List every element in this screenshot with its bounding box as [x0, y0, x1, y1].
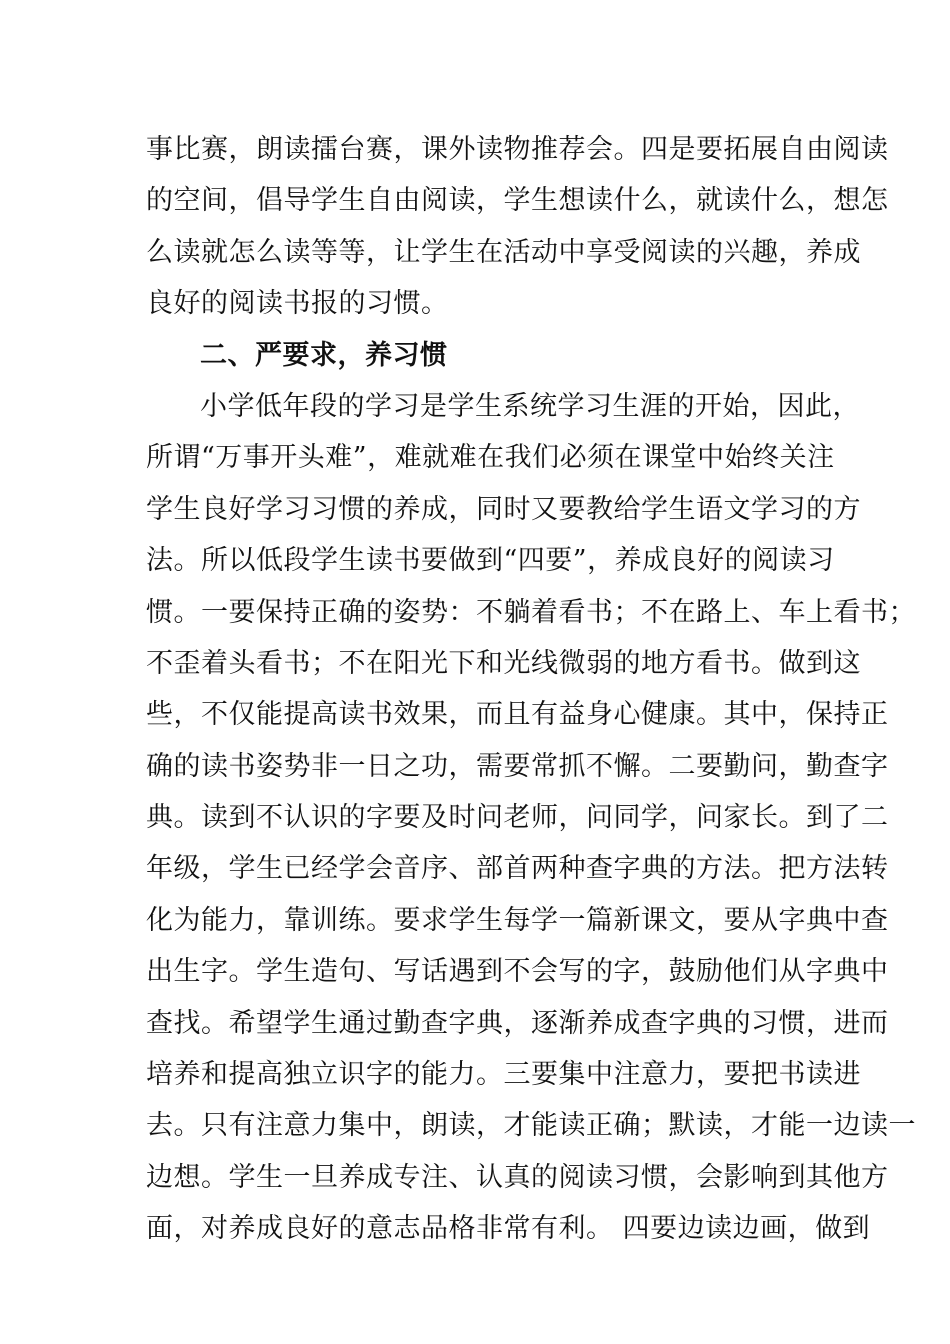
- paragraph-1-line-2: 的空间，倡导学生自由阅读，学生想读什么，就读什么，想怎: [146, 185, 889, 217]
- paragraph-2-line-16: 边想。学生一旦养成专注、认真的阅读习惯，会影响到其他方: [146, 1161, 889, 1193]
- paragraph-2-line-13: 查找。希望学生通过勤查字典，逐渐养成查字典的习惯，进而: [146, 1007, 889, 1039]
- paragraph-2-line-4: 法。所以低段学生读书要做到“四要”，养成良好的阅读习: [146, 545, 835, 577]
- paragraph-2-line-9: 典。读到不认识的字要及时问老师，问同学，问家长。到了二: [146, 802, 889, 834]
- paragraph-2-line-14: 培养和提高独立识字的能力。三要集中注意力，要把书读进: [146, 1059, 861, 1091]
- paragraph-2-line-15: 去。只有注意力集中，朗读，才能读正确；默读，才能一边读一: [146, 1110, 916, 1142]
- paragraph-2-line-7: 些，不仅能提高读书效果，而且有益身心健康。其中，保持正: [146, 699, 889, 731]
- paragraph-2-line-3: 学生良好学习习惯的养成，同时又要教给学生语文学习的方: [146, 493, 861, 525]
- paragraph-2-line-8: 确的读书姿势非一日之功，需要常抓不懈。二要勤问，勤查字: [146, 750, 889, 782]
- paragraph-2-line-1: 小学低年段的学习是学生系统学习生涯的开始，因此，: [200, 390, 860, 422]
- paragraph-1-line-3: 么读就怎么读等等，让学生在活动中享受阅读的兴趣，养成: [146, 236, 861, 268]
- section-heading: 二、严要求，养习惯: [200, 339, 448, 371]
- paragraph-2-line-6: 不歪着头看书；不在阳光下和光线微弱的地方看书。做到这: [146, 647, 861, 679]
- document-body: [146, 124, 916, 1255]
- paragraph-1-line-4: 良好的阅读书报的习惯。: [146, 288, 449, 320]
- paragraph-2-line-17: 面，对养成良好的意志品格非常有利。 四要边读边画，做到: [146, 1213, 871, 1245]
- paragraph-2-line-11: 化为能力，靠训练。要求学生每学一篇新课文，要从字典中查: [146, 904, 889, 936]
- paragraph-1-line-1: 事比赛，朗读擂台赛，课外读物推荐会。四是要拓展自由阅读: [146, 134, 889, 165]
- paragraph-2-line-12: 出生字。学生造句、写话遇到不会写的字，鼓励他们从字典中: [146, 956, 889, 988]
- paragraph-2-line-5: 惯。一要保持正确的姿势：不躺着看书；不在路上、车上看书；: [146, 596, 916, 628]
- paragraph-2-line-2: 所谓“万事开头难”，难就难在我们必须在课堂中始终关注: [146, 442, 835, 474]
- paragraph-2-line-10: 年级，学生已经学会音序、部首两种查字典的方法。把方法转: [146, 853, 889, 885]
